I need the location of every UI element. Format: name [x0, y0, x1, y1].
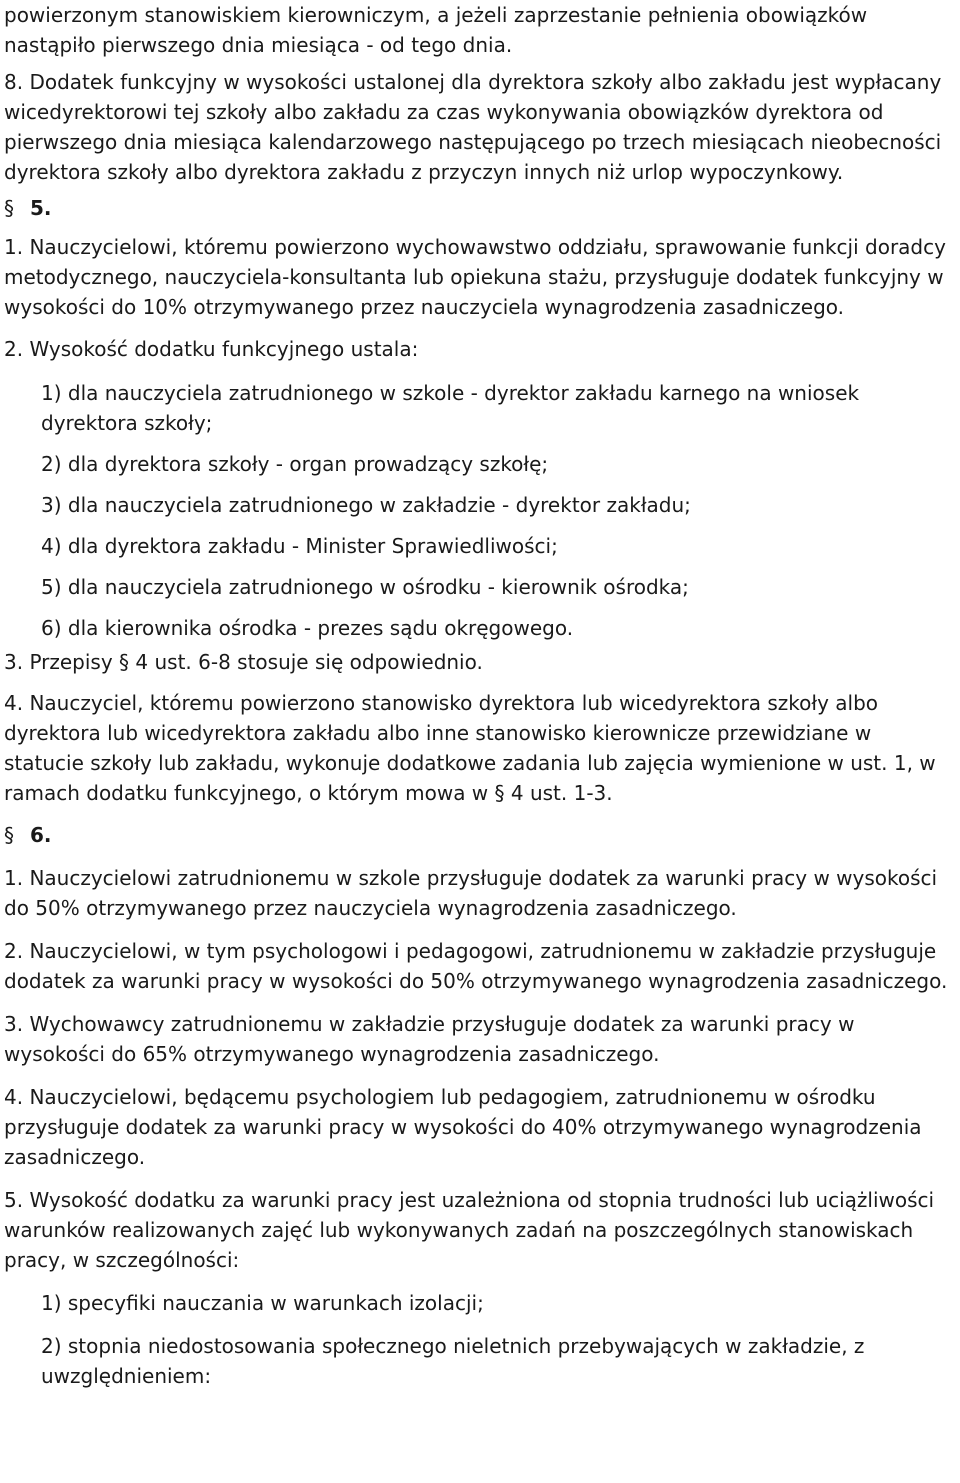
section-number: 5. — [30, 196, 52, 220]
section-number: 6. — [30, 823, 52, 847]
document-page — [4, 0, 956, 1391]
paragraph: 1. Nauczycielowi, któremu powierzono wychowawstwo oddziału, sprawowanie funkcji doradcy metodycznego, nauczyciela-konsultanta lub opiekuna stażu, przysługuje dodatek funkcyjny w wysokości do 10% otrzymywanego przez nauczyciela wynagrodzenia zasadniczego. — [4, 235, 946, 319]
list-item: 1) dla nauczyciela zatrudnionego w szkole - dyrektor zakładu karnego na wniosek dyrektora szkoły; — [41, 381, 860, 435]
paragraph: 3. Wychowawcy zatrudnionemu w zakładzie przysługuje dodatek za warunki pracy w wysokości do 65% otrzymywanego wynagrodzenia zasadniczego. — [4, 1012, 855, 1066]
paragraph: 4. Nauczycielowi, będącemu psychologiem lub pedagogiem, zatrudnionemu w ośrodku przysługuje dodatek za warunki pracy w wysokości do 40% otrzymywanego wynagrodzenia zasadniczego. — [4, 1085, 922, 1169]
paragraph: 2. Nauczycielowi, w tym psychologowi i pedagogowi, zatrudnionemu w zakładzie przysługuje dodatek za warunki pracy w wysokości do 50% otrzymywanego wynagrodzenia zasadniczego. — [4, 939, 948, 993]
paragraph: 5. Wysokość dodatku za warunki pracy jest uzależniona od stopnia trudności lub uciążliwości warunków realizowanych zajęć lub wykonywanych zadań na poszczególnych stanowiskach pracy, w szczególności: — [4, 1188, 935, 1272]
list-item: 5) dla nauczyciela zatrudnionego w ośrodku - kierownik ośrodka; — [41, 575, 689, 599]
paragraph: 2. Wysokość dodatku funkcyjnego ustala: — [4, 337, 419, 361]
section-heading-6 — [4, 820, 956, 850]
list-item: 2) dla dyrektora szkoły - organ prowadzący szkołę; — [41, 452, 549, 476]
paragraph: 3. Przepisy § 4 ust. 6-8 stosuje się odpowiednio. — [4, 650, 483, 674]
section-sign: § — [4, 823, 14, 847]
list-item: 4) dla dyrektora zakładu - Minister Sprawiedliwości; — [41, 534, 558, 558]
paragraph-point-8: 8. Dodatek funkcyjny w wysokości ustalonej dla dyrektora szkoły albo zakładu jest wypłacany wicedyrektorowi tej szkoły albo zakładu za czas wykonywania obowiązków dyrektora od pierwszego dnia miesiąca kalendarzowego następującego po trzech miesiącach nieobecności dyrektora szkoły albo dyrektora zakładu z przyczyn innych niż urlop wypoczynkowy. — [4, 70, 942, 184]
list-item: 6) dla kierownika ośrodka - prezes sądu okręgowego. — [41, 616, 574, 640]
paragraph: 4. Nauczyciel, któremu powierzono stanowisko dyrektora lub wicedyrektora szkoły albo dyrektora lub wicedyrektora zakładu albo inne stanowisko kierownicze przewidziane w statucie szkoły lub zakładu, wykonuje dodatkowe zadania lub zajęcia wymienione w ust. 1, w ramach dodatku funkcyjnego, o którym mowa w § 4 ust. 1-3. — [4, 691, 936, 805]
list-item: 2) stopnia niedostosowania społecznego nieletnich przebywających w zakładzie, z uwzględnieniem: — [41, 1334, 865, 1388]
list-item: 3) dla nauczyciela zatrudnionego w zakładzie - dyrektor zakładu; — [41, 493, 691, 517]
section-sign: § — [4, 196, 14, 220]
paragraph: 1. Nauczycielowi zatrudnionemu w szkole przysługuje dodatek za warunki pracy w wysokości do 50% otrzymywanego przez nauczyciela wynagrodzenia zasadniczego. — [4, 866, 938, 920]
section-heading-5 — [4, 193, 956, 223]
paragraph: powierzonym stanowiskiem kierowniczym, a jeżeli zaprzestanie pełnienia obowiązków nastąpiło pierwszego dnia miesiąca - od tego dnia. — [4, 3, 868, 57]
list-item: 1) specyfiki nauczania w warunkach izolacji; — [41, 1291, 484, 1315]
